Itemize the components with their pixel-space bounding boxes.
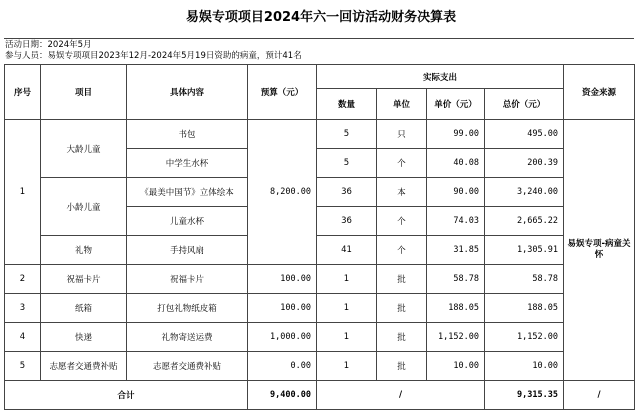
table-row — [5, 178, 635, 207]
cell-seq: 4 — [5, 323, 41, 352]
cell-qty: 1 — [317, 265, 377, 294]
cell-unit: 批 — [377, 265, 427, 294]
cell-total: 188.05 — [485, 294, 564, 323]
cell-budget: 0.00 — [248, 352, 317, 381]
totals-row — [5, 381, 635, 410]
table-row — [5, 323, 635, 352]
cell-price: 40.08 — [427, 149, 485, 178]
page-title: 易娱专项项目2024年六一回访活动财务决算表 — [185, 10, 457, 25]
cell-total: 1,305.91 — [485, 236, 564, 265]
cell-content: 书包 — [127, 120, 248, 149]
table-row — [5, 352, 635, 381]
totals-label: 合计 — [5, 381, 248, 410]
cell-qty: 1 — [317, 294, 377, 323]
cell-item: 礼物 — [41, 236, 127, 265]
cell-item: 小龄儿童 — [41, 178, 127, 236]
cell-seq: 1 — [5, 120, 41, 265]
cell-total: 1,152.00 — [485, 323, 564, 352]
cell-price: 90.00 — [427, 178, 485, 207]
header-row-1 — [5, 65, 635, 89]
cell-content: 志愿者交通费补贴 — [127, 352, 248, 381]
cell-budget: 8,200.00 — [248, 120, 317, 265]
header-total-price: 总价（元） — [485, 89, 564, 120]
header-budget: 预算（元） — [248, 65, 317, 120]
cell-qty: 1 — [317, 352, 377, 381]
cell-unit: 批 — [377, 294, 427, 323]
cell-unit: 批 — [377, 352, 427, 381]
cell-content: 手持风扇 — [127, 236, 248, 265]
cell-total: 10.00 — [485, 352, 564, 381]
cell-item: 志愿者交通费补贴 — [41, 352, 127, 381]
settlement-table — [4, 64, 635, 410]
header-qty: 数量 — [317, 89, 377, 120]
header-seq: 序号 — [5, 65, 41, 120]
cell-price: 74.03 — [427, 207, 485, 236]
cell-qty: 5 — [317, 149, 377, 178]
cell-unit: 批 — [377, 323, 427, 352]
header-unit: 单位 — [377, 89, 427, 120]
cell-total: 495.00 — [485, 120, 564, 149]
header-content: 具体内容 — [127, 65, 248, 120]
cell-qty: 5 — [317, 120, 377, 149]
cell-content: 打包礼物纸皮箱 — [127, 294, 248, 323]
totals-total: 9,315.35 — [485, 381, 564, 410]
totals-source-slash: / — [564, 381, 635, 410]
cell-content: 《最美中国节》立体绘本 — [127, 178, 248, 207]
participants: 参与人员：易娱专项项目2023年12月-2024年5月19日资助的病童，预计41名 — [5, 51, 302, 61]
cell-qty: 41 — [317, 236, 377, 265]
cell-price: 99.00 — [427, 120, 485, 149]
cell-budget: 100.00 — [248, 294, 317, 323]
cell-item: 祝福卡片 — [41, 265, 127, 294]
cell-content: 祝福卡片 — [127, 265, 248, 294]
header-unit-price: 单价（元） — [427, 89, 485, 120]
cell-fund-source: 易娱专项-病童关怀 — [564, 120, 635, 381]
cell-content: 中学生水杯 — [127, 149, 248, 178]
header-fund-source: 资金来源 — [564, 65, 635, 120]
cell-item: 纸箱 — [41, 294, 127, 323]
cell-price: 31.85 — [427, 236, 485, 265]
cell-budget: 1,000.00 — [248, 323, 317, 352]
table-row — [5, 120, 635, 149]
table-row — [5, 265, 635, 294]
cell-content: 儿童水杯 — [127, 207, 248, 236]
cell-seq: 3 — [5, 294, 41, 323]
cell-price: 1,152.00 — [427, 323, 485, 352]
cell-seq: 5 — [5, 352, 41, 381]
totals-budget: 9,400.00 — [248, 381, 317, 410]
cell-unit: 只 — [377, 120, 427, 149]
cell-qty: 36 — [317, 178, 377, 207]
cell-total: 58.78 — [485, 265, 564, 294]
title-divider — [4, 38, 634, 39]
totals-actual-slash: / — [317, 381, 485, 410]
header-item: 项目 — [41, 65, 127, 120]
cell-unit: 个 — [377, 207, 427, 236]
cell-total: 3,240.00 — [485, 178, 564, 207]
cell-item: 大龄儿童 — [41, 120, 127, 178]
cell-unit: 个 — [377, 149, 427, 178]
cell-qty: 36 — [317, 207, 377, 236]
cell-price: 10.00 — [427, 352, 485, 381]
cell-price: 188.05 — [427, 294, 485, 323]
cell-item: 快递 — [41, 323, 127, 352]
activity-date: 活动日期：2024年5月 — [5, 40, 92, 50]
cell-unit: 个 — [377, 236, 427, 265]
cell-seq: 2 — [5, 265, 41, 294]
cell-total: 2,665.22 — [485, 207, 564, 236]
header-actual: 实际支出 — [317, 65, 564, 89]
table-row — [5, 236, 635, 265]
cell-budget: 100.00 — [248, 265, 317, 294]
cell-total: 200.39 — [485, 149, 564, 178]
cell-qty: 1 — [317, 323, 377, 352]
cell-content: 礼物寄送运费 — [127, 323, 248, 352]
table-row — [5, 294, 635, 323]
cell-price: 58.78 — [427, 265, 485, 294]
cell-unit: 本 — [377, 178, 427, 207]
